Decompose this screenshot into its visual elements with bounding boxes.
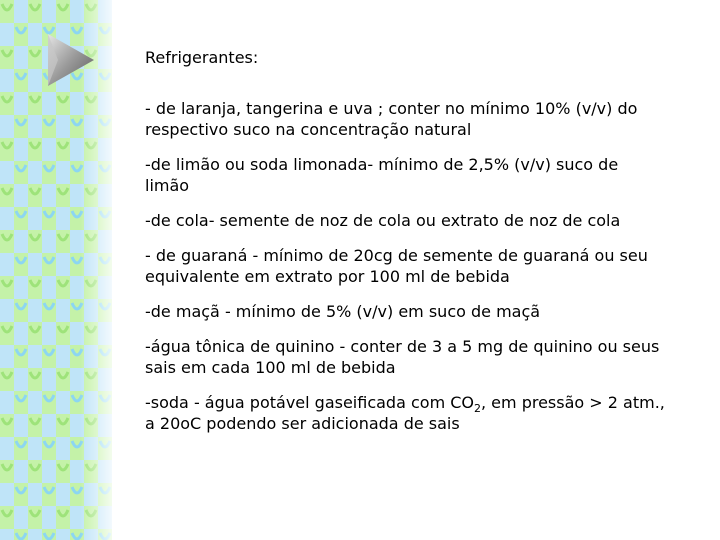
list-item-guarana: - de guaraná - mínimo de 20cg de semente de guaraná ou seu equivalente em extrato por 100 ml de bebida (145, 246, 648, 286)
list-item-cola: -de cola- semente de noz de cola ou extrato de noz de cola (145, 211, 621, 230)
soda-text-after: , em pressão > 2 atm., a 20oC podendo ser adicionada de sais (145, 393, 665, 433)
list-item-maca: -de maçã - mínimo de 5% (v/v) em suco de maçã (145, 302, 541, 321)
play-triangle-icon (44, 30, 96, 90)
soda-text-before: -soda - água potável gaseificada com CO (145, 393, 474, 412)
slide-content (145, 47, 665, 448)
list-item-limao: -de limão ou soda limonada- mínimo de 2,5% (v/v) suco de limão (145, 155, 619, 195)
list-item-agua-tonica: -água tônica de quinino - conter de 3 a 5 mg de quinino ou seus sais em cada 100 ml de bebida (145, 337, 660, 377)
list-item-laranja: - de laranja, tangerina e uva ; conter no mínimo 10% (v/v) do respectivo suco na concentração natural (145, 99, 638, 139)
list-item-soda (145, 392, 665, 434)
slide-title: Refrigerantes: (145, 48, 259, 67)
co2-subscript: 2 (474, 402, 481, 416)
